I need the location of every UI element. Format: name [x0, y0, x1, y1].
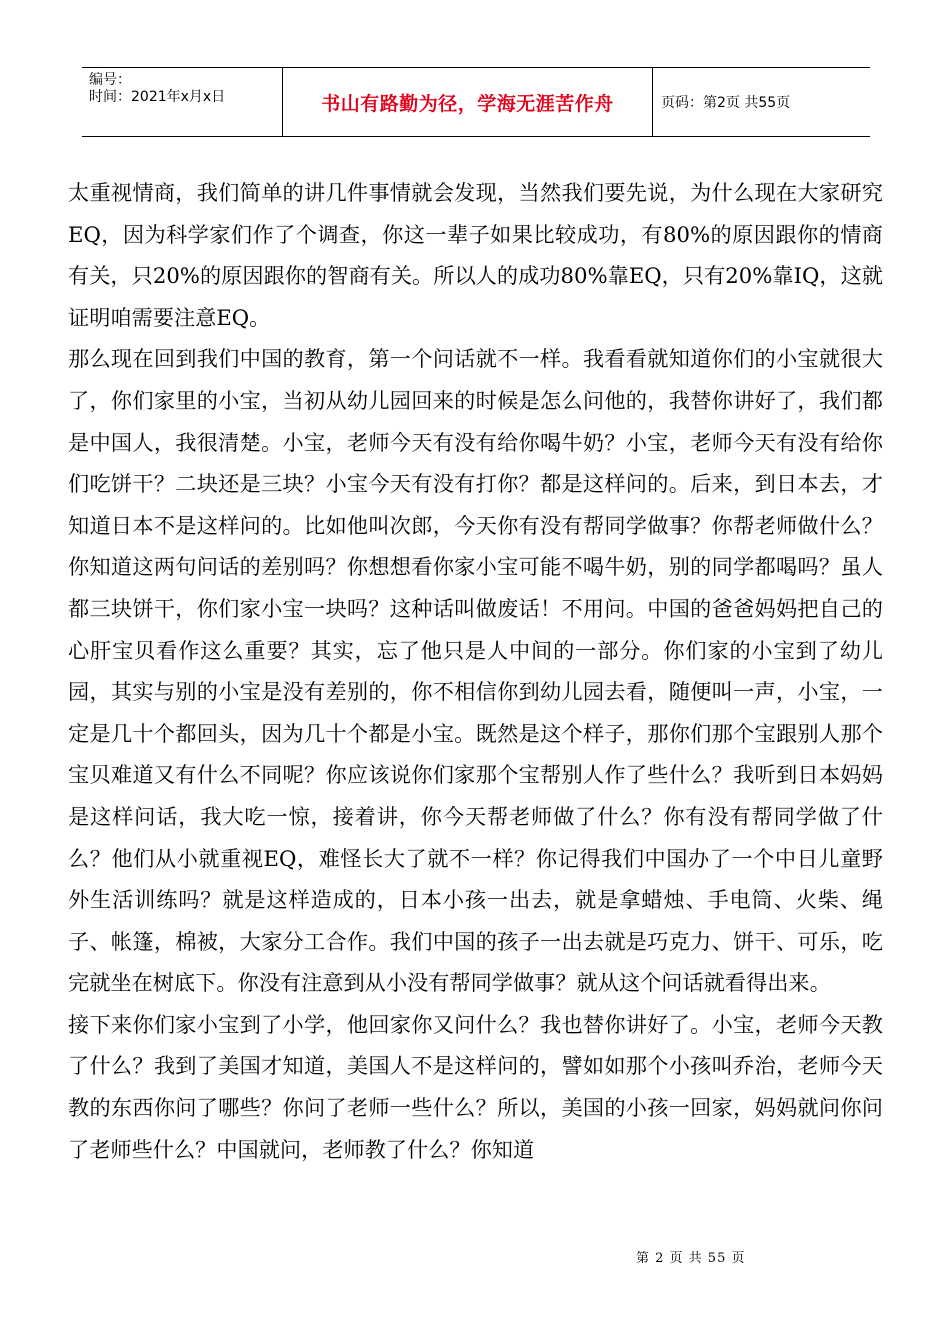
- paragraph: 接下来你们家小宝到了小学，他回家你又问什么？我也替你讲好了。小宝，老师今天教了什么？我到了美国才知道，美国人不是这样问的，譬如如那个小孩叫乔治，老师今天教的东西你问了哪些？你问了老师一些什么？所以，美国的小孩一回家，妈妈就问你问了老师些什么？中国就问，老师教了什么？你知道: [68, 1011, 883, 1162]
- page-footer: 第 2 页 共 55 页: [636, 1251, 746, 1266]
- header-page-info: 页码：第2页 共55页: [661, 95, 791, 111]
- number-label: 编号：: [89, 72, 131, 88]
- document-body: [68, 172, 883, 1170]
- paragraph: 那么现在回到我们中国的教育，第一个问话就不一样。我看看就知道你们的小宝就很大了，你们家里的小宝，当初从幼儿园回来的时候是怎么问他的，我替你讲好了，我们都是中国人，我很清楚。小宝，老师今天有没有给你喝牛奶？小宝，老师今天有没有给你们吃饼干？二块还是三块？小宝今天有没有打你？都是这样问的。后来，到日本去，才知道日本不是这样问的。比如他叫次郎，今天你有没有帮同学做事？你帮老师做什么？你知道这两句问话的差别吗？你想想看你家小宝可能不喝牛奶，别的同学都喝吗？虽人都三块饼干，你们家小宝一块吗？这种话叫做废话！不用问。中国的爸爸妈妈把自己的心肝宝贝看作这么重要？其实，忘了他只是人中间的一部分。你们家的小宝到了幼儿园，其实与别的小宝是没有差别的，你不相信你到幼儿园去看，随便叫一声，小宝，一定是几十个都回头，因为几十个都是小宝。既然是这个样子，那你们那个宝跟别人那个宝贝难道又有什么不同呢？你应该说你们家那个宝帮别人作了些什么？我听到日本妈妈是这样问话，我大吃一惊，接着讲，你今天帮老师做了什么？你有没有帮同学做了什么？他们从小就重视EQ，难怪长大了就不一样？你记得我们中国办了一个中日儿童野外生活训练吗？就是这样造成的，日本小孩一出去，就是拿蜡烛、手电筒、火柴、绳子、帐篷，棉被，大家分工合作。我们中国的孩子一出去就是巧克力、饼干、可乐，吃完就坐在树底下。你没有注意到从小没有帮同学做事？就从这个问话就看得出来。: [68, 346, 883, 996]
- paragraph: 太重视情商，我们简单的讲几件事情就会发现，当然我们要先说，为什么现在大家研究EQ，因为科学家们作了个调查，你这一辈子如果比较成功，有80%的原因跟你的情商有关，只20%的原因跟你的智商有关。所以人的成功80%靠EQ，只有20%靠IQ，这就证明咱需要注意EQ。: [68, 180, 883, 330]
- header-motto: 书山有路勤为径，学海无涯苦作舟: [283, 68, 653, 136]
- header-meta-cell: [82, 68, 283, 136]
- page-header: [82, 67, 870, 137]
- time-label: 时间：2021年x月x日: [89, 89, 226, 105]
